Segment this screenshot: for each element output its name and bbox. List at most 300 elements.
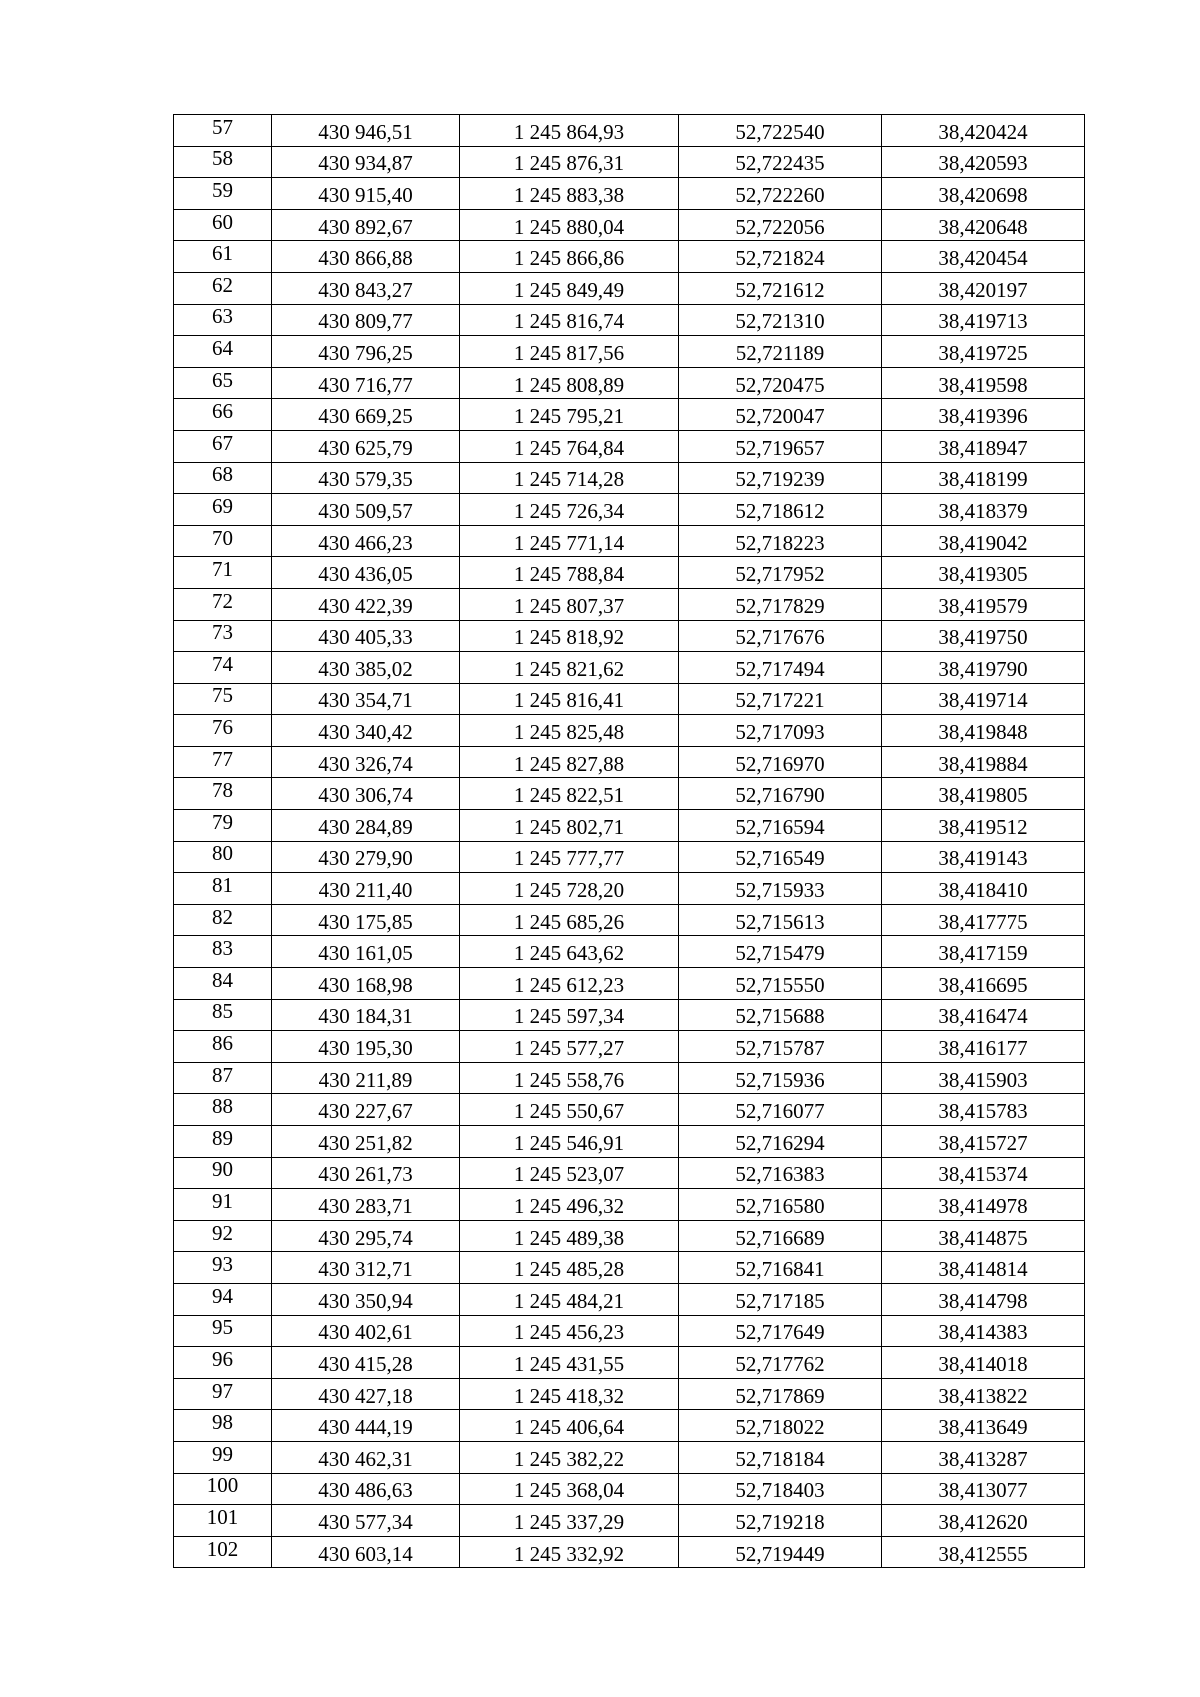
point-number-cell — [174, 557, 272, 589]
coord-y-cell — [460, 304, 679, 336]
coord-x-value: 430 422,39 — [318, 593, 413, 618]
coord-y-cell — [460, 557, 679, 589]
coord-x-cell — [272, 588, 460, 620]
coord-x-cell — [272, 399, 460, 431]
point-number-cell — [174, 1031, 272, 1063]
coord-y-cell — [460, 494, 679, 526]
longitude-value: 38,413649 — [938, 1415, 1028, 1440]
coord-x-cell — [272, 1505, 460, 1537]
coord-x-value: 430 195,30 — [318, 1036, 413, 1061]
coord-y-value: 1 245 876,31 — [513, 151, 625, 176]
coord-y-value: 1 245 777,77 — [513, 846, 625, 871]
latitude-cell — [679, 399, 882, 431]
point-number-cell — [174, 1189, 272, 1221]
coord-x-value: 430 184,31 — [318, 1004, 413, 1029]
point-number-value: 99 — [212, 1441, 233, 1466]
longitude-value: 38,420197 — [938, 277, 1028, 302]
longitude-cell — [882, 178, 1085, 210]
coord-y-value: 1 245 849,49 — [513, 277, 625, 302]
point-number-cell — [174, 746, 272, 778]
coord-y-value: 1 245 880,04 — [513, 214, 625, 239]
table-row — [174, 1252, 1085, 1284]
longitude-cell — [882, 115, 1085, 147]
longitude-value: 38,414018 — [938, 1351, 1028, 1376]
point-number-value: 95 — [212, 1315, 233, 1340]
coord-y-value: 1 245 337,29 — [513, 1509, 625, 1534]
coord-x-cell — [272, 430, 460, 462]
coord-y-value: 1 245 546,91 — [513, 1130, 625, 1155]
coord-y-value: 1 245 484,21 — [513, 1288, 625, 1313]
coord-y-cell — [460, 810, 679, 842]
coord-x-cell — [272, 462, 460, 494]
point-number-value: 86 — [212, 1031, 233, 1056]
longitude-cell — [882, 1283, 1085, 1315]
table-row — [174, 1189, 1085, 1221]
point-number-value: 101 — [206, 1504, 239, 1529]
latitude-cell — [679, 1189, 882, 1221]
longitude-cell — [882, 1441, 1085, 1473]
latitude-value: 52,717221 — [735, 688, 825, 713]
coord-y-value: 1 245 643,62 — [513, 941, 625, 966]
latitude-cell — [679, 115, 882, 147]
latitude-value: 52,715613 — [735, 909, 825, 934]
coord-y-value: 1 245 496,32 — [513, 1193, 625, 1218]
coord-x-cell — [272, 146, 460, 178]
coord-y-cell — [460, 1315, 679, 1347]
table-row — [174, 525, 1085, 557]
coord-x-cell — [272, 272, 460, 304]
latitude-cell — [679, 620, 882, 652]
latitude-value: 52,715787 — [735, 1036, 825, 1061]
point-number-value: 63 — [212, 304, 233, 329]
point-number-value: 90 — [212, 1157, 233, 1182]
coord-x-cell — [272, 746, 460, 778]
latitude-value: 52,716549 — [735, 846, 825, 871]
coord-x-value: 430 436,05 — [318, 562, 413, 587]
coord-x-value: 430 486,63 — [318, 1478, 413, 1503]
longitude-cell — [882, 1094, 1085, 1126]
coord-x-value: 430 796,25 — [318, 340, 413, 365]
latitude-cell — [679, 936, 882, 968]
latitude-cell — [679, 652, 882, 684]
point-number-cell — [174, 209, 272, 241]
coord-y-value: 1 245 771,14 — [513, 530, 625, 555]
point-number-value: 77 — [212, 746, 233, 771]
coord-y-value: 1 245 612,23 — [513, 972, 625, 997]
table-row — [174, 430, 1085, 462]
latitude-cell — [679, 1441, 882, 1473]
point-number-value: 68 — [212, 462, 233, 487]
coord-y-cell — [460, 999, 679, 1031]
coord-x-cell — [272, 1283, 460, 1315]
coord-y-value: 1 245 418,32 — [513, 1383, 625, 1408]
longitude-cell — [882, 1126, 1085, 1158]
longitude-value: 38,414978 — [938, 1193, 1028, 1218]
latitude-value: 52,721824 — [735, 246, 825, 271]
coord-y-cell — [460, 1410, 679, 1442]
latitude-value: 52,716790 — [735, 783, 825, 808]
point-number-cell — [174, 1505, 272, 1537]
point-number-value: 97 — [212, 1378, 233, 1403]
longitude-cell — [882, 1157, 1085, 1189]
latitude-value: 52,716294 — [735, 1130, 825, 1155]
coord-x-value: 430 405,33 — [318, 625, 413, 650]
latitude-value: 52,715936 — [735, 1067, 825, 1092]
coord-y-value: 1 245 817,56 — [513, 340, 625, 365]
table-row — [174, 746, 1085, 778]
coord-x-cell — [272, 178, 460, 210]
coord-x-cell — [272, 652, 460, 684]
latitude-cell — [679, 1378, 882, 1410]
coord-y-cell — [460, 1031, 679, 1063]
coord-x-cell — [272, 1220, 460, 1252]
coord-x-value: 430 161,05 — [318, 941, 413, 966]
coord-x-cell — [272, 557, 460, 589]
table-row — [174, 683, 1085, 715]
coord-y-cell — [460, 1094, 679, 1126]
point-number-cell — [174, 1536, 272, 1568]
coord-x-cell — [272, 1157, 460, 1189]
latitude-cell — [679, 1347, 882, 1379]
longitude-value: 38,417775 — [938, 909, 1028, 934]
latitude-cell — [679, 367, 882, 399]
point-number-value: 82 — [212, 904, 233, 929]
coord-y-value: 1 245 816,41 — [513, 688, 625, 713]
latitude-value: 52,718612 — [735, 498, 825, 523]
coord-x-value: 430 427,18 — [318, 1383, 413, 1408]
table-row — [174, 1410, 1085, 1442]
longitude-value: 38,416474 — [938, 1004, 1028, 1029]
latitude-value: 52,715933 — [735, 878, 825, 903]
latitude-cell — [679, 1252, 882, 1284]
point-number-cell — [174, 683, 272, 715]
point-number-value: 74 — [212, 651, 233, 676]
latitude-value: 52,716970 — [735, 751, 825, 776]
coord-x-cell — [272, 1378, 460, 1410]
longitude-value: 38,413822 — [938, 1383, 1028, 1408]
point-number-cell — [174, 1220, 272, 1252]
latitude-cell — [679, 778, 882, 810]
point-number-cell — [174, 462, 272, 494]
longitude-cell — [882, 209, 1085, 241]
point-number-cell — [174, 1126, 272, 1158]
point-number-cell — [174, 430, 272, 462]
point-number-cell — [174, 272, 272, 304]
point-number-cell — [174, 1473, 272, 1505]
table-row — [174, 272, 1085, 304]
coord-y-cell — [460, 968, 679, 1000]
coord-y-value: 1 245 802,71 — [513, 814, 625, 839]
coord-x-cell — [272, 1189, 460, 1221]
longitude-value: 38,415783 — [938, 1099, 1028, 1124]
coordinates-table-body — [174, 115, 1085, 1568]
point-number-value: 88 — [212, 1094, 233, 1119]
longitude-value: 38,412555 — [938, 1541, 1028, 1566]
coord-x-value: 430 603,14 — [318, 1541, 413, 1566]
latitude-cell — [679, 873, 882, 905]
point-number-value: 60 — [212, 209, 233, 234]
point-number-cell — [174, 1062, 272, 1094]
coord-x-cell — [272, 778, 460, 810]
coord-y-value: 1 245 382,22 — [513, 1446, 625, 1471]
coord-x-value: 430 326,74 — [318, 751, 413, 776]
longitude-cell — [882, 873, 1085, 905]
latitude-value: 52,717676 — [735, 625, 825, 650]
coord-x-cell — [272, 968, 460, 1000]
latitude-value: 52,721189 — [735, 340, 825, 365]
table-row — [174, 462, 1085, 494]
latitude-cell — [679, 904, 882, 936]
coord-y-cell — [460, 1536, 679, 1568]
longitude-cell — [882, 304, 1085, 336]
coord-x-cell — [272, 873, 460, 905]
coord-y-cell — [460, 841, 679, 873]
table-row — [174, 1441, 1085, 1473]
coord-x-value: 430 340,42 — [318, 720, 413, 745]
point-number-cell — [174, 810, 272, 842]
point-number-value: 102 — [206, 1536, 239, 1561]
coord-x-value: 430 462,31 — [318, 1446, 413, 1471]
latitude-value: 52,717494 — [735, 656, 825, 681]
longitude-value: 38,419884 — [938, 751, 1028, 776]
point-number-value: 59 — [212, 177, 233, 202]
latitude-value: 52,717762 — [735, 1351, 825, 1376]
longitude-cell — [882, 272, 1085, 304]
point-number-value: 80 — [212, 841, 233, 866]
longitude-value: 38,419042 — [938, 530, 1028, 555]
longitude-cell — [882, 1347, 1085, 1379]
coord-y-value: 1 245 883,38 — [513, 182, 625, 207]
coord-y-cell — [460, 241, 679, 273]
point-number-cell — [174, 1441, 272, 1473]
coord-x-cell — [272, 683, 460, 715]
latitude-cell — [679, 1536, 882, 1568]
latitude-value: 52,719449 — [735, 1541, 825, 1566]
table-row — [174, 494, 1085, 526]
longitude-value: 38,418199 — [938, 467, 1028, 492]
coord-x-cell — [272, 620, 460, 652]
coord-y-value: 1 245 577,27 — [513, 1036, 625, 1061]
table-row — [174, 146, 1085, 178]
point-number-cell — [174, 1378, 272, 1410]
point-number-value: 58 — [212, 146, 233, 171]
coord-y-value: 1 245 714,28 — [513, 467, 625, 492]
point-number-cell — [174, 778, 272, 810]
coord-x-value: 430 350,94 — [318, 1288, 413, 1313]
latitude-value: 52,715688 — [735, 1004, 825, 1029]
point-number-cell — [174, 1410, 272, 1442]
longitude-cell — [882, 683, 1085, 715]
coord-x-value: 430 625,79 — [318, 435, 413, 460]
latitude-value: 52,715479 — [735, 941, 825, 966]
table-row — [174, 652, 1085, 684]
latitude-value: 52,720047 — [735, 404, 825, 429]
coord-y-cell — [460, 1157, 679, 1189]
coord-y-value: 1 245 822,51 — [513, 783, 625, 808]
latitude-cell — [679, 178, 882, 210]
longitude-value: 38,415374 — [938, 1162, 1028, 1187]
coord-x-cell — [272, 1473, 460, 1505]
coord-y-cell — [460, 1220, 679, 1252]
latitude-value: 52,717829 — [735, 593, 825, 618]
coord-x-value: 430 915,40 — [318, 182, 413, 207]
point-number-value: 57 — [212, 114, 233, 139]
coord-y-cell — [460, 146, 679, 178]
longitude-value: 38,417159 — [938, 941, 1028, 966]
coord-x-value: 430 716,77 — [318, 372, 413, 397]
coord-x-value: 430 934,87 — [318, 151, 413, 176]
point-number-value: 66 — [212, 399, 233, 424]
table-row — [174, 620, 1085, 652]
longitude-cell — [882, 841, 1085, 873]
longitude-value: 38,419750 — [938, 625, 1028, 650]
longitude-value: 38,414814 — [938, 1257, 1028, 1282]
coord-y-cell — [460, 778, 679, 810]
latitude-cell — [679, 272, 882, 304]
latitude-cell — [679, 1220, 882, 1252]
coord-x-value: 430 669,25 — [318, 404, 413, 429]
table-row — [174, 873, 1085, 905]
longitude-value: 38,419143 — [938, 846, 1028, 871]
latitude-cell — [679, 841, 882, 873]
latitude-value: 52,720475 — [735, 372, 825, 397]
coord-x-value: 430 843,27 — [318, 277, 413, 302]
coord-x-cell — [272, 494, 460, 526]
coord-x-cell — [272, 904, 460, 936]
longitude-value: 38,415903 — [938, 1067, 1028, 1092]
coord-y-value: 1 245 726,34 — [513, 498, 625, 523]
latitude-value: 52,721310 — [735, 309, 825, 334]
longitude-value: 38,418379 — [938, 498, 1028, 523]
point-number-value: 73 — [212, 620, 233, 645]
coord-y-value: 1 245 866,86 — [513, 246, 625, 271]
latitude-cell — [679, 304, 882, 336]
coord-y-value: 1 245 816,74 — [513, 309, 625, 334]
point-number-cell — [174, 494, 272, 526]
point-number-cell — [174, 525, 272, 557]
point-number-cell — [174, 304, 272, 336]
table-row — [174, 209, 1085, 241]
longitude-value: 38,413287 — [938, 1446, 1028, 1471]
coord-y-cell — [460, 1378, 679, 1410]
table-row — [174, 336, 1085, 368]
longitude-cell — [882, 462, 1085, 494]
coord-y-cell — [460, 272, 679, 304]
longitude-cell — [882, 241, 1085, 273]
point-number-cell — [174, 1315, 272, 1347]
coord-x-value: 430 892,67 — [318, 214, 413, 239]
coord-y-value: 1 245 807,37 — [513, 593, 625, 618]
coord-x-value: 430 946,51 — [318, 119, 413, 144]
table-row — [174, 1031, 1085, 1063]
point-number-cell — [174, 620, 272, 652]
coord-x-value: 430 577,34 — [318, 1509, 413, 1534]
coord-x-value: 430 251,82 — [318, 1130, 413, 1155]
coord-x-value: 430 809,77 — [318, 309, 413, 334]
longitude-value: 38,418947 — [938, 435, 1028, 460]
table-row — [174, 841, 1085, 873]
longitude-value: 38,420698 — [938, 182, 1028, 207]
coord-y-cell — [460, 1189, 679, 1221]
latitude-cell — [679, 1031, 882, 1063]
coord-y-cell — [460, 715, 679, 747]
coord-y-cell — [460, 1505, 679, 1537]
point-number-cell — [174, 904, 272, 936]
coord-y-value: 1 245 825,48 — [513, 720, 625, 745]
longitude-cell — [882, 336, 1085, 368]
longitude-cell — [882, 430, 1085, 462]
table-row — [174, 968, 1085, 1000]
point-number-value: 61 — [212, 241, 233, 266]
point-number-value: 96 — [212, 1346, 233, 1371]
table-row — [174, 178, 1085, 210]
point-number-value: 75 — [212, 683, 233, 708]
latitude-cell — [679, 494, 882, 526]
latitude-value: 52,717952 — [735, 562, 825, 587]
coord-y-value: 1 245 764,84 — [513, 435, 625, 460]
point-number-cell — [174, 1347, 272, 1379]
coord-y-cell — [460, 652, 679, 684]
coord-y-cell — [460, 746, 679, 778]
coord-x-cell — [272, 367, 460, 399]
latitude-value: 52,717869 — [735, 1383, 825, 1408]
table-row — [174, 936, 1085, 968]
longitude-value: 38,419305 — [938, 562, 1028, 587]
coordinates-table — [173, 114, 1085, 1568]
table-row — [174, 1473, 1085, 1505]
table-row — [174, 1315, 1085, 1347]
coord-x-cell — [272, 1126, 460, 1158]
latitude-value: 52,716594 — [735, 814, 825, 839]
longitude-value: 38,415727 — [938, 1130, 1028, 1155]
point-number-value: 85 — [212, 999, 233, 1024]
longitude-value: 38,414875 — [938, 1225, 1028, 1250]
coord-x-value: 430 284,89 — [318, 814, 413, 839]
coord-y-value: 1 245 489,38 — [513, 1225, 625, 1250]
latitude-value: 52,719218 — [735, 1509, 825, 1534]
longitude-value: 38,419396 — [938, 404, 1028, 429]
longitude-cell — [882, 810, 1085, 842]
longitude-cell — [882, 968, 1085, 1000]
point-number-value: 72 — [212, 588, 233, 613]
coord-x-cell — [272, 304, 460, 336]
table-row — [174, 1505, 1085, 1537]
longitude-cell — [882, 778, 1085, 810]
table-row — [174, 367, 1085, 399]
point-number-value: 83 — [212, 936, 233, 961]
latitude-cell — [679, 430, 882, 462]
latitude-value: 52,715550 — [735, 972, 825, 997]
latitude-cell — [679, 810, 882, 842]
point-number-cell — [174, 1283, 272, 1315]
coord-y-cell — [460, 1126, 679, 1158]
table-row — [174, 1283, 1085, 1315]
longitude-value: 38,412620 — [938, 1509, 1028, 1534]
coord-x-value: 430 261,73 — [318, 1162, 413, 1187]
latitude-value: 52,717093 — [735, 720, 825, 745]
table-row — [174, 588, 1085, 620]
coord-y-cell — [460, 588, 679, 620]
latitude-cell — [679, 1473, 882, 1505]
coord-x-value: 430 402,61 — [318, 1320, 413, 1345]
coord-y-value: 1 245 332,92 — [513, 1541, 625, 1566]
point-number-cell — [174, 999, 272, 1031]
coord-x-value: 430 295,74 — [318, 1225, 413, 1250]
coord-x-value: 430 168,98 — [318, 972, 413, 997]
table-row — [174, 778, 1085, 810]
longitude-cell — [882, 1410, 1085, 1442]
coord-y-value: 1 245 550,67 — [513, 1099, 625, 1124]
